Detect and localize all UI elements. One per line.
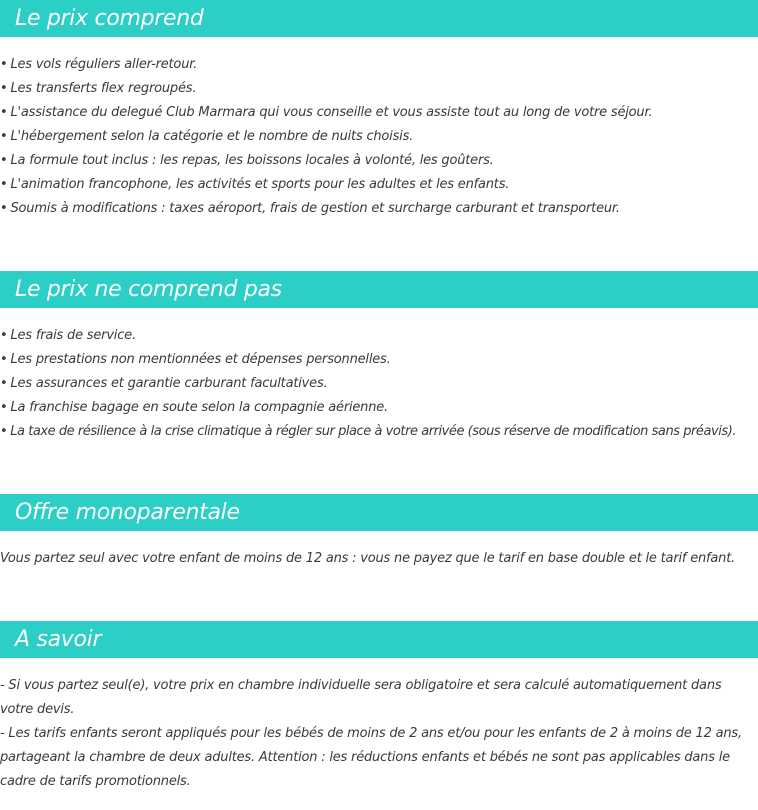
bullet-icon: • (0, 376, 8, 391)
not-included-list (0, 324, 736, 444)
list-item-text: Les transferts flex regroupés. (10, 81, 197, 96)
section-title-good-to-know: A savoir (15, 627, 102, 652)
list-item (0, 348, 736, 372)
included-list (0, 53, 652, 221)
list-item (0, 420, 736, 444)
list-item-text: La taxe de résilience à la crise climatique à régler sur place à votre arrivée (sous réserve de modification sans préavis). (10, 424, 737, 439)
list-item (0, 173, 652, 197)
section-title-included: Le prix comprend (15, 6, 204, 31)
list-item (0, 53, 652, 77)
list-item-text: Les prestations non mentionnées et dépenses personnelles. (10, 352, 391, 367)
single-parent-text: Vous partez seul avec votre enfant de moins de 12 ans : vous ne payez que le tarif en base double et le tarif enfant. (0, 551, 736, 566)
list-item-text: Soumis à modifications : taxes aéroport, frais de gestion et surcharge carburant et transporteur. (10, 201, 620, 216)
section-title-single-parent: Offre monoparentale (15, 500, 240, 525)
list-item-text: La formule tout inclus : les repas, les boissons locales à volonté, les goûters. (10, 153, 494, 168)
list-item-text: Les vols réguliers aller-retour. (10, 57, 198, 72)
bullet-icon: • (0, 105, 8, 120)
bullet-icon: • (0, 129, 8, 144)
bullet-icon: • (0, 201, 8, 216)
list-item-text: La franchise bagage en soute selon la compagnie aérienne. (10, 400, 388, 415)
bullet-icon: • (0, 153, 8, 168)
section-header-not-included (0, 271, 758, 308)
good-to-know-paragraph-2: - Les tarifs enfants seront appliqués pour les bébés de moins de 2 ans et/ou pour les enfants de 2 à moins de 12 ans, partageant la chambre de deux adultes. Attention : les réductions enfants et bébés ne sont pas applicables dans le cadre de tarifs promotionnels. (0, 726, 742, 789)
bullet-icon: • (0, 352, 8, 367)
list-item (0, 125, 652, 149)
good-to-know-paragraph-1: - Si vous partez seul(e), votre prix en chambre individuelle sera obligatoire et sera calculé automatiquement dans votre devis. (0, 678, 722, 717)
list-item (0, 77, 652, 101)
bullet-icon: • (0, 328, 8, 343)
section-header-good-to-know (0, 621, 758, 658)
list-item-text: Les assurances et garantie carburant facultatives. (10, 376, 328, 391)
bullet-icon: • (0, 424, 8, 439)
list-item (0, 149, 652, 173)
bullet-icon: • (0, 57, 8, 72)
bullet-icon: • (0, 81, 8, 96)
list-item (0, 372, 736, 396)
section-header-single-parent (0, 494, 758, 531)
list-item-text: L'assistance du delegué Club Marmara qui vous conseille et vous assiste tout au long de votre séjour. (10, 105, 653, 120)
list-item (0, 396, 736, 420)
section-title-not-included: Le prix ne comprend pas (15, 277, 282, 302)
list-item (0, 197, 652, 221)
bullet-icon: • (0, 400, 8, 415)
list-item (0, 101, 652, 125)
list-item-text: Les frais de service. (10, 328, 136, 343)
list-item (0, 324, 736, 348)
list-item-text: L'hébergement selon la catégorie et le nombre de nuits choisis. (10, 129, 414, 144)
section-header-included (0, 0, 758, 37)
list-item-text: L'animation francophone, les activités et sports pour les adultes et les enfants. (10, 177, 510, 192)
bullet-icon: • (0, 177, 8, 192)
